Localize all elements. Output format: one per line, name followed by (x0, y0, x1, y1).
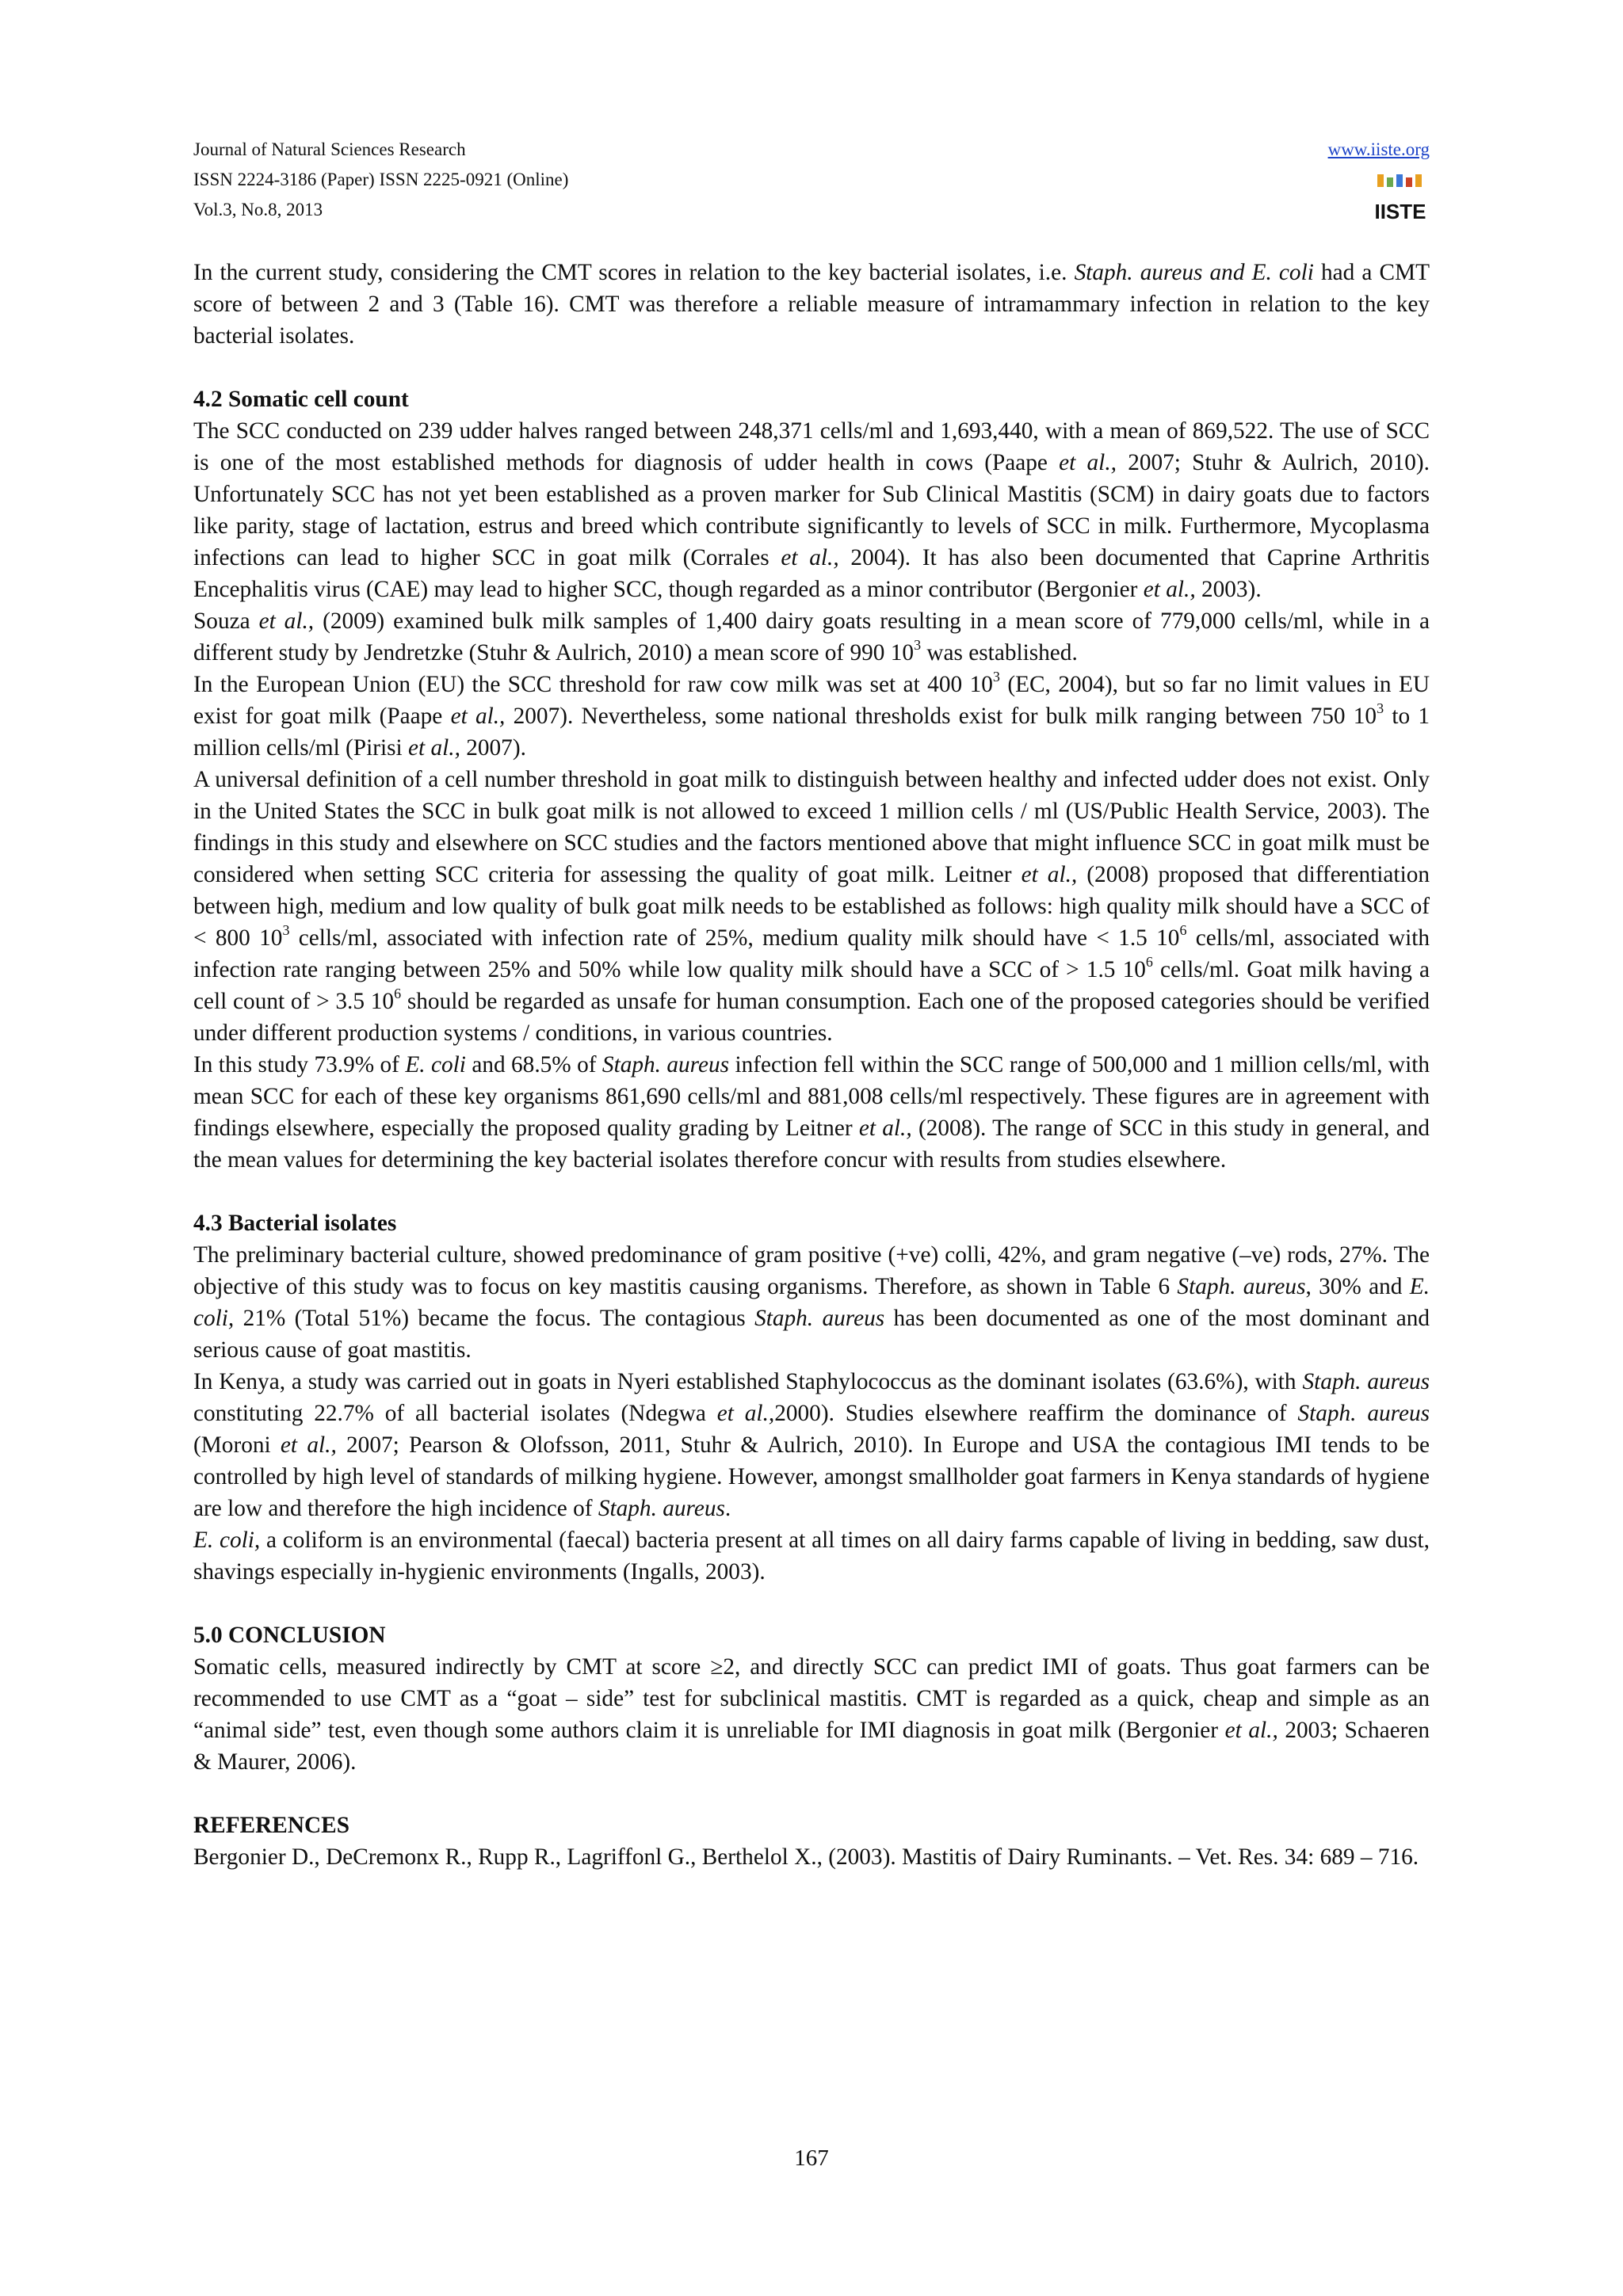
isolates-paragraph-3: E. coli, a coliform is an environmental (faecal) bacteria present at all times on all dairy farms capable of living in bedding, saw dust, shavings especially in-hygienic environments (Ingalls, 2003). (193, 1527, 1430, 1585)
journal-url-link[interactable]: www.iiste.org (1327, 139, 1430, 159)
intro-paragraph: In the current study, considering the CMT scores in relation to the key bacterial isolates, i.e. Staph. aureus and E. coli had a CMT score of between 2 and 3 (Table 16). CMT was therefore a reliable measure of intramammary infection in relation to the key bacterial isolates. (193, 260, 1430, 349)
scc-paragraph-5: In this study 73.9% of E. coli and 68.5% of Staph. aureus infection fell within the SCC range of 500,000 and 1 million cells/ml, with mean SCC for each of these key organisms 861,690 cells/ml and 881,008 cells/ml respectively. These figures are in agreement with findings elsewhere, especially the proposed quality grading by Leitner et al., (2008). The range of SCC in this study in general, and the mean values for determining the key bacterial isolates therefore concur with results from studies elsewhere. (193, 1052, 1430, 1173)
page-number: 167 (794, 2145, 829, 2171)
page-header (193, 135, 1430, 238)
section-heading-conclusion: 5.0 CONCLUSION (193, 1623, 386, 1648)
volume-line: Vol.3, No.8, 2013 (193, 200, 323, 219)
section-heading-4-3: 4.3 Bacterial isolates (193, 1211, 397, 1236)
isolates-paragraph-1: The preliminary bacterial culture, showed predominance of gram positive (+ve) colli, 42%, and gram negative (–ve) rods, 27%. The objective of this study was to focus on key mastitis causing organisms. Therefore, as shown in Table 6 Staph. aureus, 30% and E. coli, 21% (Total 51%) became the focus. The contagious Staph. aureus has been documented as one of the most dominant and serious cause of goat mastitis. (193, 1242, 1430, 1363)
article-body (193, 257, 1430, 1873)
conclusion-paragraph: Somatic cells, measured indirectly by CMT at score ≥2, and directly SCC can predict IMI of goats. Thus goat farmers can be recommended to use CMT as a “goat – side” test for subclinical mastitis. CMT is regarded as a quick, cheap and simple as an “animal side” test, even though some authors claim it is unreliable for IMI diagnosis in goat milk (Bergonier et al., 2003; Schaeren & Maurer, 2006). (193, 1654, 1430, 1775)
journal-title: Journal of Natural Sciences Research (193, 139, 466, 159)
scc-paragraph-1: The SCC conducted on 239 udder halves ranged between 248,371 cells/ml and 1,693,440, with a mean of 869,522. The use of SCC is one of the most established methods for diagnosis of udder health in cows (Paape et al., 2007; Stuhr & Aulrich, 2010). Unfortunately SCC has not yet been established as a proven marker for Sub Clinical Mastitis (SCM) in dairy goats due to factors like parity, stage of lactation, estrus and breed which contribute significantly to levels of SCC in milk. Furthermore, Mycoplasma infections can lead to higher SCC in goat milk (Corrales et al., 2004). It has also been documented that Caprine Arthritis Encephalitis virus (CAE) may lead to higher SCC, though regarded as a minor contributor (Bergonier et al., 2003). (193, 418, 1430, 602)
reference-item: Bergonier D., DeCremonx R., Rupp R., Lagriffonl G., Berthelol X., (2003). Mastitis of Dairy Ruminants. – Vet. Res. 34: 689 – 716. (193, 1844, 1419, 1870)
references-heading: REFERENCES (193, 1813, 349, 1838)
scc-paragraph-4: A universal definition of a cell number threshold in goat milk to distinguish between healthy and infected udder does not exist. Only in the United States the SCC in bulk goat milk is not allowed to exceed 1 million cells / ml (US/Public Health Service, 2003). The findings in this study and elsewhere on SCC studies and the factors mentioned above that might influence SCC in goat milk must be considered when setting SCC criteria for assessing the quality of goat milk. Leitner et al., (2008) proposed that differentiation between high, medium and low quality of bulk goat milk needs to be established as follows: high quality milk should have a SCC of < 800 $10^3$ cells/ml, associated with infection rate of 25%, medium quality milk should have < 1.5 $10^6$ cells/ml, associated with infection rate ranging between 25% and 50% while low quality milk should have a SCC of > 1.5 $10^6$ cells/ml. Goat milk having a cell count of > 3.5 $10^6$ should be regarded as unsafe for human consumption. Each one of the proposed categories should be verified under different production systems / conditions, in various countries. (193, 767, 1430, 1046)
isolates-paragraph-2: In Kenya, a study was carried out in goats in Nyeri established Staphylococcus as the dominant isolates (63.6%), with Staph. aureus constituting 22.7% of all bacterial isolates (Ndegwa et al.,2000). Studies elsewhere reaffirm the dominance of Staph. aureus (Moroni et al., 2007; Pearson & Olofsson, 2011, Stuhr & Aulrich, 2010). In Europe and USA the contagious IMI tends to be controlled by high level of standards of milking hygiene. However, amongst smallholder goat farmers in Kenya standards of hygiene are low and therefore the high incidence of Staph. aureus. (193, 1369, 1430, 1521)
scc-paragraph-2: Souza et al., (2009) examined bulk milk samples of 1,400 dairy goats resulting in a mean score of 779,000 cells/ml, while in a different study by Jendretzke (Stuhr & Aulrich, 2010) a mean score of 990 $10^3$ was established. (193, 608, 1430, 666)
issn-line: ISSN 2224-3186 (Paper) ISSN 2225-0921 (Online) (193, 170, 569, 189)
logo-text: IISTE (1374, 200, 1426, 223)
iiste-logo (1373, 173, 1428, 223)
section-heading-4-2: 4.2 Somatic cell count (193, 387, 409, 412)
scc-paragraph-3: In the European Union (EU) the SCC threshold for raw cow milk was set at 400 $10^3$ (EC, 2004), but so far no limit values in EU exist for goat milk (Paape et al., 2007). Nevertheless, some national thresholds exist for bulk milk ranging between 750 $10^3$ to 1 million cells/ml (Pirisi et al., 2007). (193, 669, 1430, 761)
